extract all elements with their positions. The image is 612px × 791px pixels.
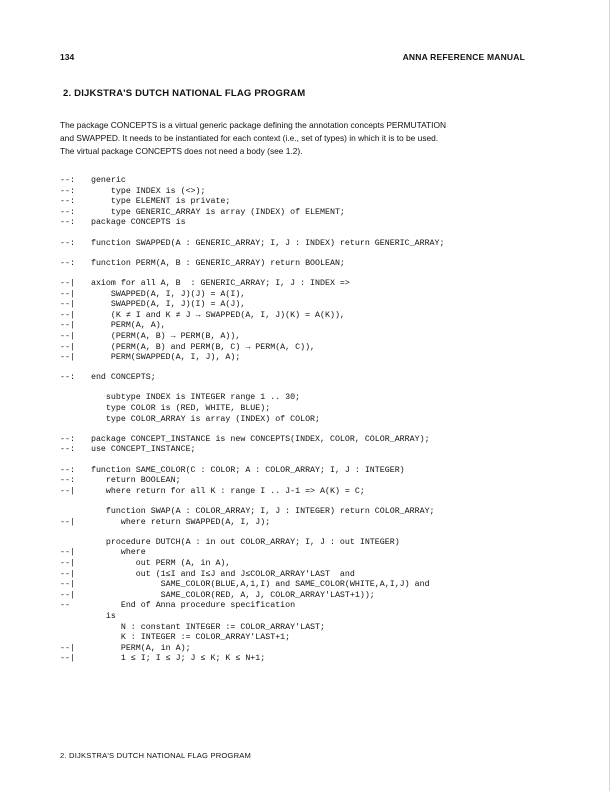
annotation-marker bbox=[60, 404, 86, 415]
code-line bbox=[60, 601, 560, 612]
code-text: package CONCEPTS is bbox=[86, 218, 186, 228]
annotation-marker: --| bbox=[60, 569, 75, 579]
code-line bbox=[60, 373, 560, 384]
page-edge-line bbox=[609, 0, 610, 791]
code-text: generic bbox=[86, 176, 126, 185]
page-number: 134 bbox=[60, 52, 75, 62]
code-line bbox=[60, 393, 560, 404]
code-line bbox=[60, 311, 560, 322]
code-text: package CONCEPT_INSTANCE is new CONCEPTS(INDEX, COLOR, COLOR_ARRAY); bbox=[86, 434, 430, 444]
code-line bbox=[60, 218, 560, 229]
code-line bbox=[60, 580, 560, 591]
code-text: (PERM(A, B) → PERM(B, A)), bbox=[86, 331, 241, 341]
code-line bbox=[60, 300, 560, 311]
annotation-marker bbox=[60, 633, 86, 644]
annotation-marker: --: bbox=[60, 207, 75, 217]
annotation-marker bbox=[60, 538, 86, 549]
annotation-marker bbox=[60, 623, 86, 634]
annotation-marker: --| bbox=[60, 590, 75, 600]
code-text: function SAME_COLOR(C : COLOR; A : COLOR_ARRAY; I, J : INTEGER) bbox=[86, 465, 405, 475]
code-line bbox=[60, 435, 560, 446]
code-text: end CONCEPTS; bbox=[86, 373, 156, 383]
annotation-marker: --: bbox=[60, 238, 75, 248]
code-line bbox=[60, 290, 560, 301]
intro-line: The package CONCEPTS is a virtual generic package defining the annotation concepts PERMUTATION bbox=[60, 120, 447, 130]
annotation-marker: --| bbox=[60, 321, 75, 331]
annotation-marker bbox=[60, 393, 86, 404]
annotation-marker bbox=[60, 507, 86, 518]
intro-line: and SWAPPED. It needs to be instantiated for each context (i.e., set of types) in which it is to be used. bbox=[60, 133, 439, 143]
code-text: where bbox=[86, 548, 146, 558]
code-line bbox=[60, 208, 560, 219]
code-line bbox=[60, 415, 560, 426]
code-line bbox=[60, 321, 560, 332]
code-line bbox=[60, 466, 560, 477]
code-line bbox=[60, 654, 560, 665]
code-line bbox=[60, 591, 560, 602]
annotation-marker: --| bbox=[60, 517, 75, 527]
annotation-marker: --: bbox=[60, 434, 75, 444]
code-text: where return SWAPPED(A, I, J); bbox=[86, 517, 271, 527]
annotation-marker: --: bbox=[60, 258, 75, 268]
code-text: axiom for all A, B : GENERIC_ARRAY; I, J : INDEX => bbox=[86, 278, 350, 288]
annotation-marker: --: bbox=[60, 218, 75, 228]
code-line bbox=[60, 239, 560, 250]
code-text: type COLOR is (RED, WHITE, BLUE); bbox=[86, 404, 271, 414]
code-text: PERM(A, in A); bbox=[86, 643, 191, 653]
annotation-marker: --| bbox=[60, 548, 75, 558]
annotation-marker: --: bbox=[60, 476, 75, 486]
annotation-marker: --| bbox=[60, 580, 75, 590]
code-text: use CONCEPT_INSTANCE; bbox=[86, 445, 196, 455]
annotation-marker: --| bbox=[60, 331, 75, 341]
annotation-marker: --| bbox=[60, 289, 75, 299]
code-text: PERM(A, A), bbox=[86, 321, 166, 331]
code-line bbox=[60, 538, 560, 549]
intro-line: The virtual package CONCEPTS does not need a body (see 1.2). bbox=[60, 146, 303, 156]
code-text: is bbox=[86, 611, 116, 621]
annotation-marker: --| bbox=[60, 353, 75, 363]
annotation-marker: --| bbox=[60, 310, 75, 320]
code-text: function PERM(A, B : GENERIC_ARRAY) return BOOLEAN; bbox=[86, 258, 345, 268]
code-line bbox=[60, 518, 560, 529]
annotation-marker: --: bbox=[60, 176, 75, 185]
annotation-marker: --: bbox=[60, 373, 75, 383]
code-text: (PERM(A, B) and PERM(B, C) → PERM(A, C)), bbox=[86, 342, 316, 352]
intro-paragraph bbox=[60, 119, 540, 158]
code-text: SWAPPED(A, I, J)(I) = A(J), bbox=[86, 300, 246, 310]
code-text: type GENERIC_ARRAY is array (INDEX) of ELEMENT; bbox=[86, 207, 345, 217]
code-text: type ELEMENT is private; bbox=[86, 197, 231, 207]
block-gap bbox=[60, 269, 560, 279]
annotation-marker: --: bbox=[60, 445, 75, 455]
block-gap bbox=[60, 497, 560, 507]
code-text: type COLOR_ARRAY is array (INDEX) of COLOR; bbox=[86, 414, 321, 424]
code-line bbox=[60, 445, 560, 456]
annotation-marker: --: bbox=[60, 186, 75, 196]
code-text: SAME_COLOR(RED, A, J, COLOR_ARRAY'LAST+1)); bbox=[86, 590, 375, 600]
code-line bbox=[60, 197, 560, 208]
section-heading: 2. DIJKSTRA'S DUTCH NATIONAL FLAG PROGRAM bbox=[63, 88, 306, 99]
code-text: return BOOLEAN; bbox=[86, 476, 181, 486]
code-line bbox=[60, 353, 560, 364]
block-gap bbox=[60, 229, 560, 239]
code-line bbox=[60, 332, 560, 343]
block-gap bbox=[60, 456, 560, 466]
code-line bbox=[60, 259, 560, 270]
code-line bbox=[60, 559, 560, 570]
annotation-marker: --: bbox=[60, 465, 75, 475]
annotation-marker bbox=[60, 415, 86, 426]
annotation-marker: -- bbox=[60, 601, 70, 611]
annotation-marker: --| bbox=[60, 558, 75, 568]
code-text: (K ≠ I and K ≠ J → SWAPPED(A, I, J)(K) = A(K)), bbox=[86, 310, 345, 320]
block-gap bbox=[60, 249, 560, 259]
code-line bbox=[60, 644, 560, 655]
code-text: N : constant INTEGER := COLOR_ARRAY'LAST; bbox=[86, 622, 325, 632]
annotation-marker: --| bbox=[60, 643, 75, 653]
code-line bbox=[60, 633, 560, 644]
code-text: out PERM (A, in A), bbox=[86, 558, 231, 568]
code-line bbox=[60, 279, 560, 290]
code-text: 1 ≤ I; I ≤ J; J ≤ K; K ≤ N+1; bbox=[86, 654, 266, 664]
code-text: SAME_COLOR(BLUE,A,1,I) and SAME_COLOR(WHITE,A,I,J) and bbox=[86, 580, 430, 590]
code-line bbox=[60, 176, 560, 187]
code-text: function SWAP(A : COLOR_ARRAY; I, J : INTEGER) return COLOR_ARRAY; bbox=[86, 507, 435, 516]
annotation-marker: --| bbox=[60, 654, 75, 664]
code-line bbox=[60, 487, 560, 498]
code-text: where return for all K : range I .. J-1 => A(K) = C; bbox=[86, 486, 365, 496]
annotation-marker bbox=[60, 612, 86, 623]
block-gap bbox=[60, 528, 560, 538]
annotation-marker: --| bbox=[60, 486, 75, 496]
code-text: PERM(SWAPPED(A, I, J), A); bbox=[86, 353, 241, 363]
code-line bbox=[60, 343, 560, 354]
footer-title: 2. DIJKSTRA'S DUTCH NATIONAL FLAG PROGRAM bbox=[60, 751, 252, 760]
block-gap bbox=[60, 364, 560, 374]
code-line bbox=[60, 187, 560, 198]
code-line bbox=[60, 570, 560, 581]
code-listing bbox=[60, 176, 560, 665]
code-line bbox=[60, 507, 560, 518]
code-line bbox=[60, 548, 560, 559]
annotation-marker: --| bbox=[60, 278, 75, 288]
code-text: function SWAPPED(A : GENERIC_ARRAY; I, J : INDEX) return GENERIC_ARRAY; bbox=[86, 238, 445, 248]
code-text: K : INTEGER := COLOR_ARRAY'LAST+1; bbox=[86, 633, 291, 643]
code-line bbox=[60, 404, 560, 415]
code-line bbox=[60, 623, 560, 634]
code-text: SWAPPED(A, I, J)(J) = A(I), bbox=[86, 289, 246, 299]
annotation-marker: --| bbox=[60, 342, 75, 352]
code-line bbox=[60, 476, 560, 487]
code-line bbox=[60, 612, 560, 623]
code-text: type INDEX is (<>); bbox=[86, 186, 206, 196]
annotation-marker: --| bbox=[60, 300, 75, 310]
code-text: procedure DUTCH(A : in out COLOR_ARRAY; I, J : out INTEGER) bbox=[86, 537, 400, 547]
code-text: End of Anna procedure specification bbox=[86, 601, 296, 611]
code-text: out (1≤I and I≤J and J≤COLOR_ARRAY'LAST and bbox=[86, 569, 355, 579]
code-text: subtype INDEX is INTEGER range 1 .. 30; bbox=[86, 393, 301, 403]
running-head: ANNA REFERENCE MANUAL bbox=[402, 52, 525, 62]
block-gap bbox=[60, 425, 560, 435]
annotation-marker: --: bbox=[60, 197, 75, 207]
